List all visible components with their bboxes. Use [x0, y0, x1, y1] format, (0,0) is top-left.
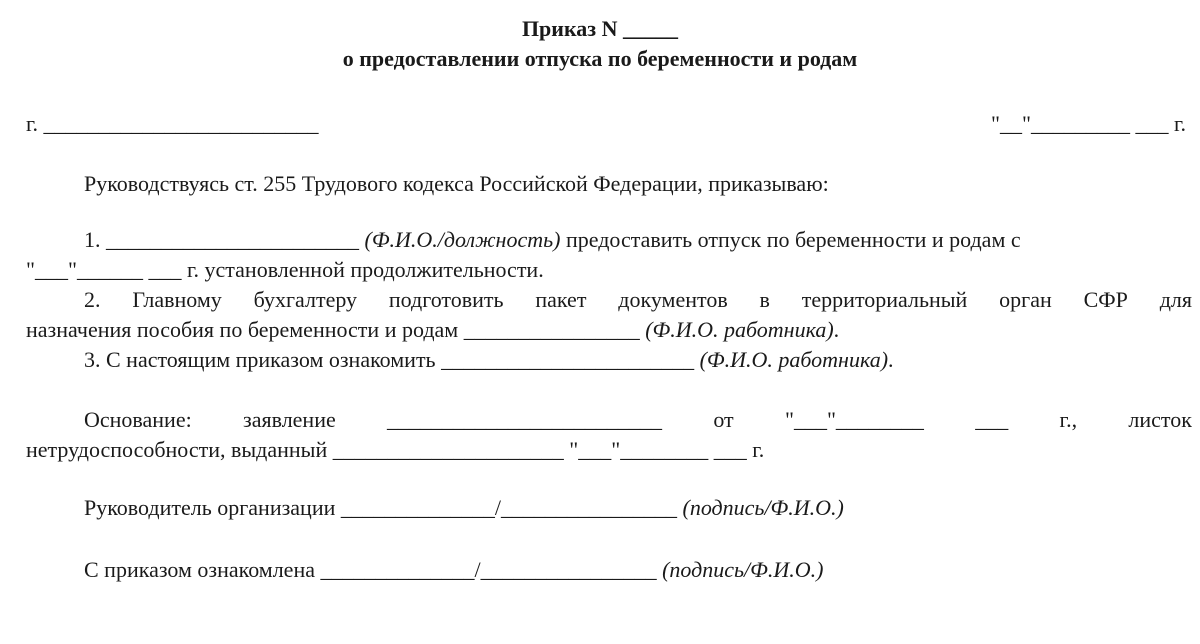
ack-signature-hint: (подпись/Ф.И.О.) — [662, 557, 824, 582]
item3-line — [84, 346, 894, 374]
head-signature-line — [84, 494, 844, 522]
head-signature-start: Руководитель организации ______________/________________ — [84, 495, 683, 520]
basis-line1 — [84, 406, 1192, 434]
basis-word-3: _________________________ — [387, 407, 663, 432]
item2-line1: 2. Главному бухгалтеру подготовить пакет документов в территориальный орган СФР для — [84, 287, 1192, 312]
item3-end: . — [888, 347, 894, 372]
basis-word-2: заявление — [243, 407, 336, 432]
date-field: "__"_________ ___ г. — [990, 111, 1186, 136]
basis-word-4: от — [713, 407, 734, 432]
item1-hint: (Ф.И.О./должность) — [364, 227, 561, 252]
item3-hint: (Ф.И.О. работника) — [699, 347, 889, 372]
basis-word-6: ___ — [975, 407, 1009, 432]
order-title: Приказ N _____ — [521, 16, 679, 41]
item2-hint: (Ф.И.О. работника) — [645, 317, 834, 342]
place-field: г. _________________________ — [26, 111, 319, 136]
item2-end: . — [833, 317, 840, 342]
item1-rest: предоставить отпуск по беременности и родам с — [560, 227, 1021, 252]
ack-signature-line — [84, 556, 823, 584]
ack-signature-start: С приказом ознакомлена ______________/________________ — [84, 557, 663, 582]
preamble-text: Руководствуясь ст. 255 Трудового кодекса Российской Федерации, приказываю: — [84, 171, 829, 196]
item3-start: 3. С настоящим приказом ознакомить _______________________ — [84, 347, 700, 372]
item2-line2 — [26, 316, 839, 344]
basis-word-7: г., — [1059, 407, 1078, 432]
item2-line2-start: назначения пособия по беременности и родам ________________ — [26, 317, 646, 342]
basis-word-1: Основание: — [84, 407, 192, 432]
basis-word-5: "___"________ — [784, 407, 924, 432]
head-signature-hint: (подпись/Ф.И.О.) — [682, 495, 844, 520]
item1-start: 1. _______________________ — [84, 227, 365, 252]
item1-line2: "___"______ ___ г. установленной продолжительности. — [26, 257, 544, 282]
order-subtitle: о предоставлении отпуска по беременности и родам — [342, 46, 858, 71]
basis-line2: нетрудоспособности, выданный _____________________ "___"________ ___ г. — [26, 437, 765, 462]
item1-line1 — [84, 226, 1021, 254]
basis-word-8: листок — [1128, 407, 1192, 432]
